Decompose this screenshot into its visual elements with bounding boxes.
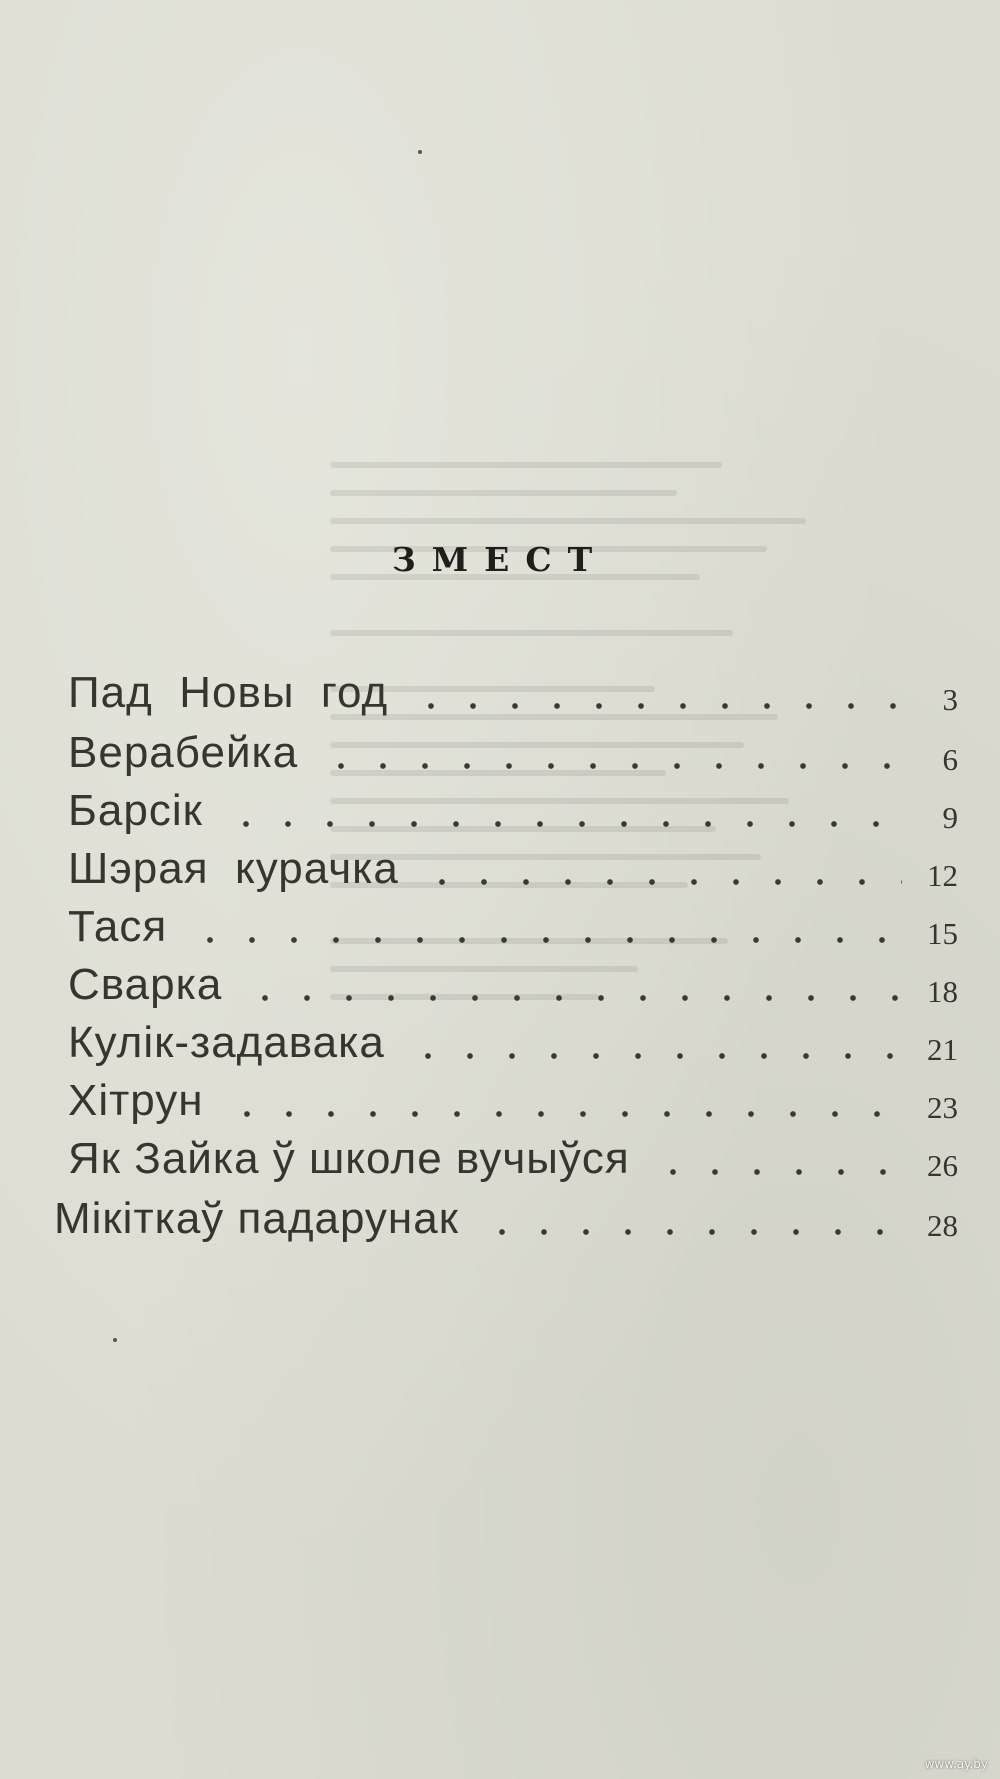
dot-leader [226,1110,902,1118]
toc-entry-page: 6 [942,742,958,777]
toc-entry-page: 18 [927,974,958,1009]
toc-entry [68,950,958,1010]
toc-entry-title: Барсік [68,786,203,835]
toc-entry [68,834,958,894]
toc-entry-title: Пад Новы год [68,668,389,717]
toc-entry-title: Верабейка [68,728,299,777]
toc-entry-title: Шэрая курачка [68,844,399,893]
dot-leader [421,878,902,886]
toc-entry [54,1184,958,1244]
toc-entry [68,776,958,836]
toc-entry [68,1124,958,1184]
toc-entry-page: 3 [942,682,958,717]
toc-entry-title: Сварка [68,960,223,1009]
toc-entry [68,892,958,952]
toc-entry-page: 23 [927,1090,958,1125]
site-watermark: www.ay.by [924,1757,988,1771]
dot-leader [407,1052,902,1060]
toc-entry-page: 21 [927,1032,958,1067]
toc-entry-page: 28 [927,1208,958,1243]
toc-entry-page: 12 [927,858,958,893]
dot-leader [410,702,902,710]
toc-entry-page: 9 [942,800,958,835]
toc-entry-page: 26 [927,1148,958,1183]
toc-entry [68,658,958,718]
toc-entry-title: Кулік-задавака [68,1018,385,1067]
toc-entry-title: Як Зайка ў школе вучыўся [68,1134,630,1183]
dot-leader [189,936,902,944]
toc-entry-title: Тася [68,902,168,951]
dot-leader [652,1168,902,1176]
dot-leader [481,1228,902,1236]
dot-leader [244,994,902,1002]
dot-leader [320,762,902,770]
toc-entry [68,1066,958,1126]
toc-entry [68,718,958,778]
contents-heading: ЗМЕСТ [391,540,609,579]
toc-entry-title: Мікіткаў падарунак [54,1194,459,1243]
toc-entry-title: Хітрун [68,1076,204,1125]
toc-entry-page: 15 [927,916,958,951]
toc-entry [68,1008,958,1068]
dot-leader [225,820,902,828]
